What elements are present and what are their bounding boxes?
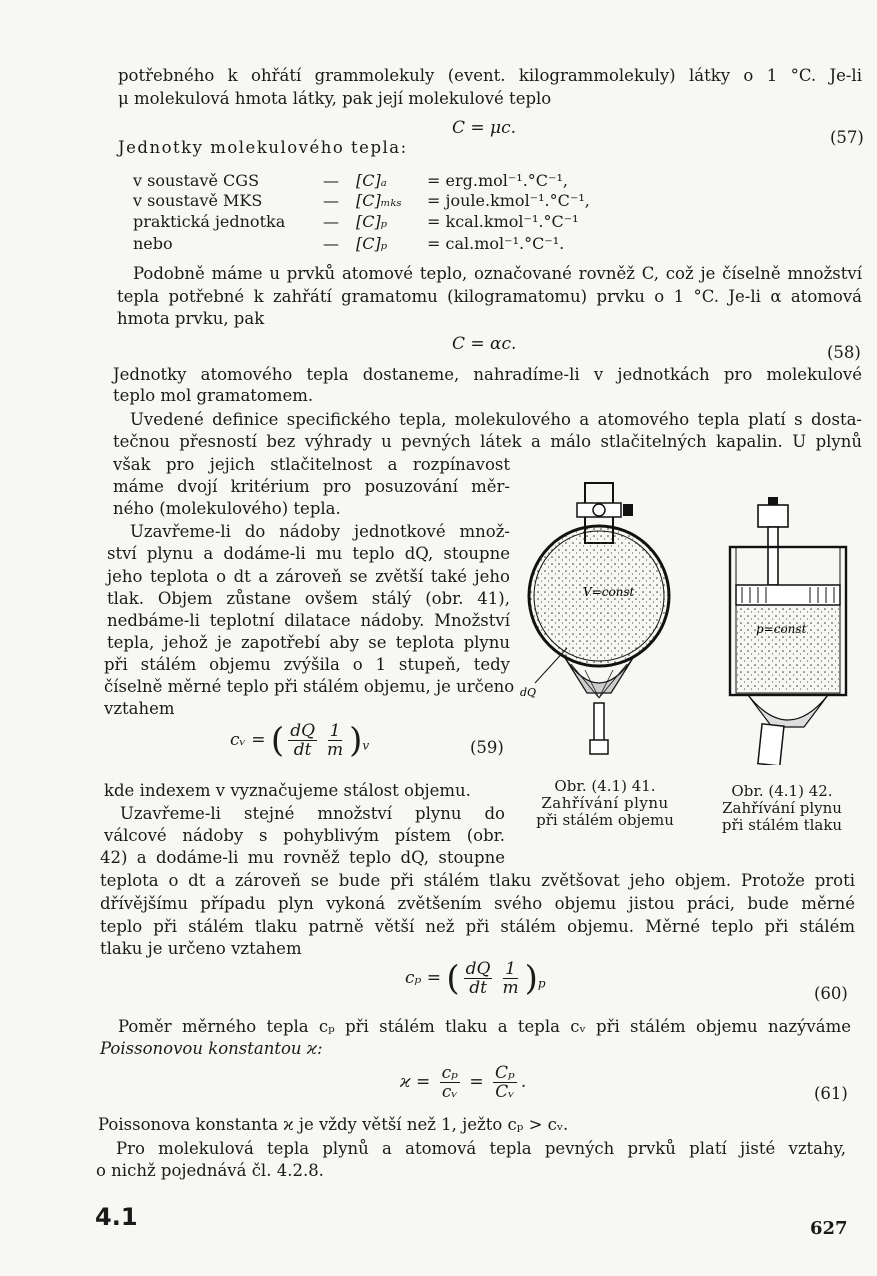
page-number: 627 — [810, 1218, 848, 1239]
units-sym: [C]ₚ — [356, 212, 388, 231]
text-line: jeho teplota o dt a zároveň se zvětší také jeho — [107, 567, 510, 586]
text-line: Jednotky atomového tepla dostaneme, nahradíme-li v jednotkách pro molekulové — [113, 365, 862, 384]
text-line: Uzavřeme-li do nádoby jednotkové množ- — [130, 522, 510, 541]
figure-41-caption: Obr. (4.1) 41. Zahřívání plynu při stálém objemu — [536, 777, 674, 829]
units-label: v soustavě CGS — [133, 171, 260, 190]
text-line: potřebného k ohřátí grammolekuly (event. kilogrammolekuly) látky o 1 °C. Je-li — [118, 66, 862, 85]
units-sym: [C]ₐ — [356, 171, 387, 190]
equation-number: (61) — [814, 1084, 848, 1103]
equation-number: (58) — [827, 343, 861, 362]
text-line: kde indexem v vyznačujeme stálost objemu. — [104, 781, 471, 800]
equation-59: cᵥ = ( $\frac{dQ}{dt}$ $\frac{1}{m}$ )$_v$ — [230, 720, 370, 761]
equation-number: (59) — [470, 738, 504, 757]
text-line: válcové nádoby s pohyblivým pístem (obr. — [104, 826, 505, 845]
text-line: Podobně máme u prvků atomové teplo, označované rovněž C, což je číselně množství — [133, 264, 862, 283]
text-line: Uzavřeme-li stejné množství plynu do — [120, 804, 505, 823]
text-line: ství plynu a dodáme-li mu teplo dQ, stoupne — [107, 544, 510, 563]
units-dash: — — [323, 212, 339, 231]
equation-61: ϰ = $\frac{\text{cₚ}}{\text{cᵥ}}$ = $\frac{\text{Cₚ}}{\text{Cᵥ}}$ . — [400, 1063, 527, 1102]
text-line: tečnou přesností bez výhrady u pevných látek a málo stlačitelných kapalin. U plynů — [113, 432, 862, 451]
section-heading: Jednotky molekulového tepla: — [118, 138, 408, 157]
chapter-number: 4.1 — [95, 1203, 138, 1231]
text-line: ného (molekulového) tepla. — [113, 499, 341, 518]
equation-57: C = μc. — [452, 118, 517, 138]
text-line: Poissonova konstanta ϰ je vždy větší než 1, ježto cₚ > cᵥ. — [98, 1115, 569, 1134]
units-label: v soustavě MKS — [133, 191, 263, 210]
text-line: μ molekulová hmota látky, pak její molekulové teplo — [118, 89, 552, 108]
text-line: číselně měrné teplo při stálém objemu, je určeno — [104, 677, 515, 696]
fig41-volume-label: V=const — [583, 585, 635, 599]
units-dash: — — [323, 234, 339, 253]
text-line: tepla potřebné k zahřátí gramatomu (kilogramatomu) prvku o 1 °C. Je-li α atomová — [117, 287, 862, 306]
units-val: = cal.mol⁻¹.°C⁻¹. — [427, 234, 565, 253]
units-dash: — — [323, 191, 339, 210]
text-line: teplo mol gramatomem. — [113, 386, 314, 405]
text-line: však pro jejich stlačitelnost a rozpínavost — [113, 455, 510, 474]
equation-number: (57) — [830, 128, 864, 147]
fig41-dq-label: dQ — [520, 686, 537, 699]
text-line: 42) a dodáme-li mu rovněž teplo dQ, stoupne — [100, 848, 505, 867]
text-line: Pro molekulová tepla plynů a atomová tepla pevných prvků platí jisté vztahy, — [116, 1139, 846, 1158]
figure-42-cylinder — [718, 495, 858, 765]
text-line: Poměr měrného tepla cₚ při stálém tlaku a tepla cᵥ při stálém objemu nazýváme — [118, 1017, 851, 1036]
units-val: = joule.kmol⁻¹.°C⁻¹, — [427, 191, 590, 210]
text-line: máme dvojí kritérium pro posuzování měr- — [113, 477, 510, 496]
text-line: nedbáme-li teplotní dilatace nádoby. Množství — [107, 611, 510, 630]
units-val: = kcal.kmol⁻¹.°C⁻¹ — [427, 212, 579, 231]
figure-42-caption: Obr. (4.1) 42. Zahřívání plynu při stálém tlaku — [721, 782, 843, 834]
equation-number: (60) — [814, 984, 848, 1003]
text-line: teplota o dt a zároveň se bude při stálém tlaku zvětšovat jeho objem. Protože proti — [100, 871, 855, 890]
units-sym: [C]ₘₖₛ — [356, 191, 402, 210]
units-label: nebo — [133, 234, 173, 253]
text-line: při stálém objemu zvýšila o 1 stupeň, tedy — [104, 655, 510, 674]
equation-58: C = αc. — [452, 334, 517, 354]
text-line: tlaku je určeno vztahem — [100, 939, 302, 958]
equation-60: cₚ = ( $\frac{dQ}{dt}$ $\frac{1}{m}$ )$_p$ — [405, 958, 546, 999]
text-line: tlak. Objem zůstane ovšem stálý (obr. 41), — [107, 589, 510, 608]
units-dash: — — [323, 171, 339, 190]
text-line: tepla, jehož je zapotřebí aby se teplota plynu — [107, 633, 510, 652]
units-sym: [C]ₚ — [356, 234, 388, 253]
text-line: Uvedené definice specifického tepla, molekulového a atomového tepla platí s dosta- — [130, 410, 862, 429]
text-line: dřívějšímu případu plyn vykoná zvětšením svého objemu jistou práci, bude měrné — [100, 894, 855, 913]
units-label: praktická jednotka — [133, 212, 286, 231]
text-line: o nichž pojednává čl. 4.2.8. — [96, 1161, 324, 1180]
fig42-pressure-label: p=const — [756, 622, 807, 636]
units-val: = erg.mol⁻¹.°C⁻¹, — [427, 171, 568, 190]
text-line: teplo při stálém tlaku patrně větší než při stálém objemu. Měrné teplo při stálém — [100, 917, 855, 936]
text-line: Poissonovou konstantou ϰ: — [100, 1039, 323, 1058]
text-line: vztahem — [104, 699, 175, 718]
figure-41-flask — [515, 478, 695, 768]
text-line: hmota prvku, pak — [117, 309, 265, 328]
